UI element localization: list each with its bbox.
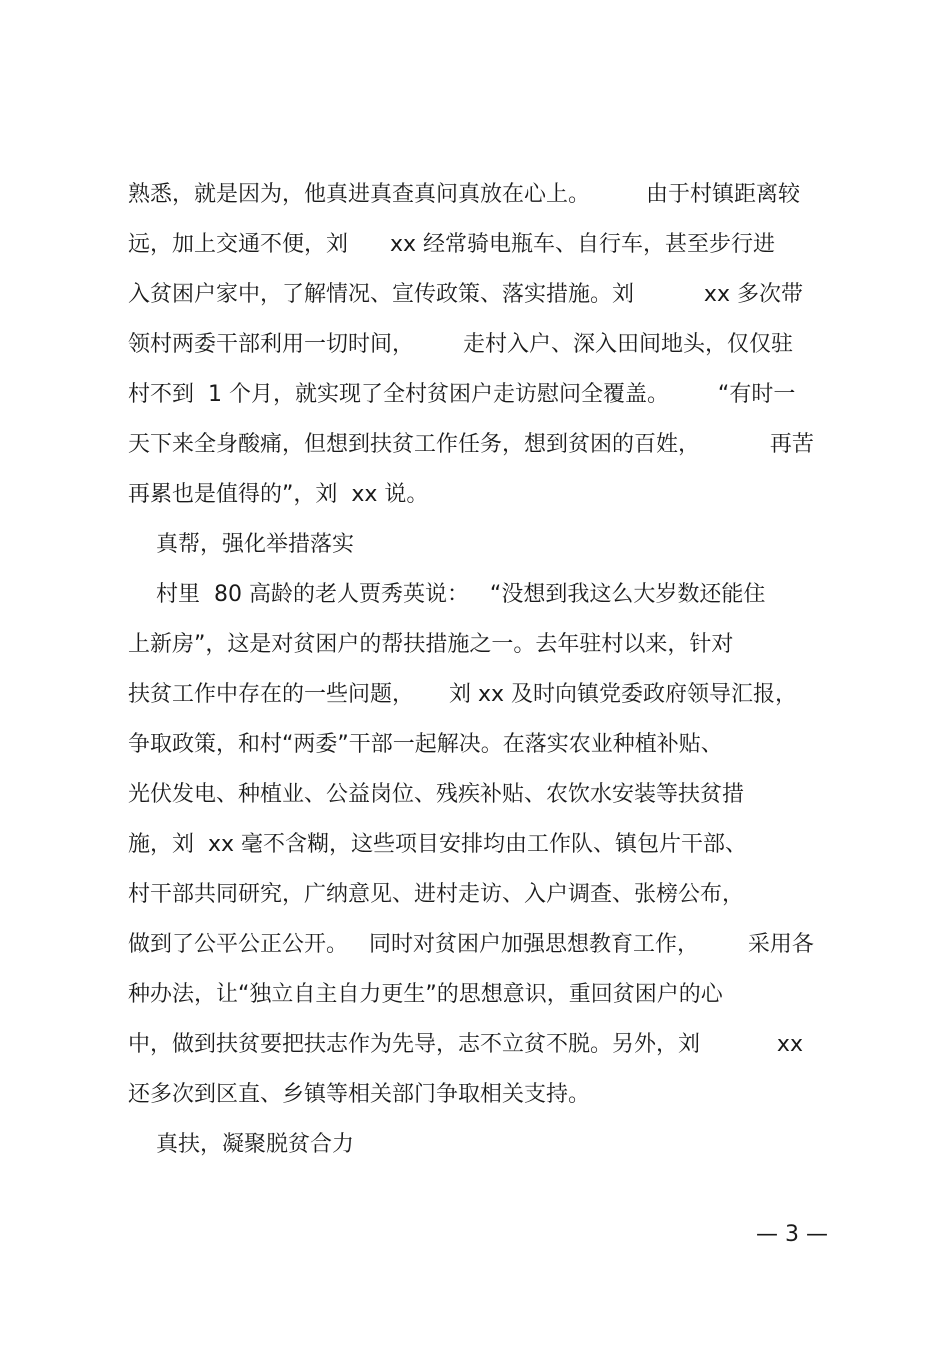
page-number: — 3 — — [756, 1222, 828, 1247]
body-line-11: 扶贫工作中存在的一些问题， 刘 xx 及时向镇党委政府领导汇报， — [128, 682, 797, 707]
body-line-15: 村干部共同研究，广纳意见、进村走访、入户调查、张榜公布， — [128, 882, 745, 907]
body-line-14: 施，刘 xx 毫不含糊，这些项目安排均由工作队、镇包片干部、 — [128, 832, 748, 857]
body-line-10: 上新房”，这是对贫困户的帮扶措施之一。去年驻村以来，针对 — [128, 632, 734, 657]
section-heading-zhenfu: 真扶，凝聚脱贫合力 — [128, 1132, 354, 1157]
body-line-16: 做到了公平公正公开。 同时对贫困户加强思想教育工作， 采用各 — [128, 932, 814, 957]
body-line-9: 村里 80 高龄的老人贾秀英说： “没想到我这么大岁数还能住 — [128, 582, 766, 607]
body-line-18: 中，做到扶贫要把扶志作为先导，志不立贫不脱。另外，刘 xx — [128, 1032, 803, 1057]
body-line-12: 争取政策，和村“两委”干部一起解决。在落实农业种植补贴、 — [128, 732, 723, 757]
body-line-1: 熟悉，就是因为，他真进真查真问真放在心上。 由于村镇距离较 — [128, 182, 800, 207]
section-heading-zhenbang: 真帮，强化举措落实 — [128, 532, 354, 557]
body-line-2: 远，加上交通不便，刘 xx 经常骑电瓶车、自行车，甚至步行进 — [128, 232, 775, 257]
body-line-6: 天下来全身酸痛，但想到扶贫工作任务，想到贫困的百姓， 再苦 — [128, 432, 814, 457]
body-line-5: 村不到 1 个月，就实现了全村贫困户走访慰问全覆盖。 “有时一 — [128, 382, 796, 407]
body-line-7: 再累也是值得的”，刘 xx 说。 — [128, 482, 429, 507]
body-line-13: 光伏发电、种植业、公益岗位、残疾补贴、农饮水安装等扶贫措 — [128, 782, 745, 807]
body-line-4: 领村两委干部利用一切时间， 走村入户、深入田间地头，仅仅驻 — [128, 332, 793, 357]
body-line-3: 入贫困户家中，了解情况、宣传政策、落实措施。刘 xx 多次带 — [128, 282, 803, 307]
body-line-17: 种办法，让“独立自主自力更生”的思想意识，重回贫困户的心 — [128, 982, 723, 1007]
body-line-19: 还多次到区直、乡镇等相关部门争取相关支持。 — [128, 1082, 591, 1107]
